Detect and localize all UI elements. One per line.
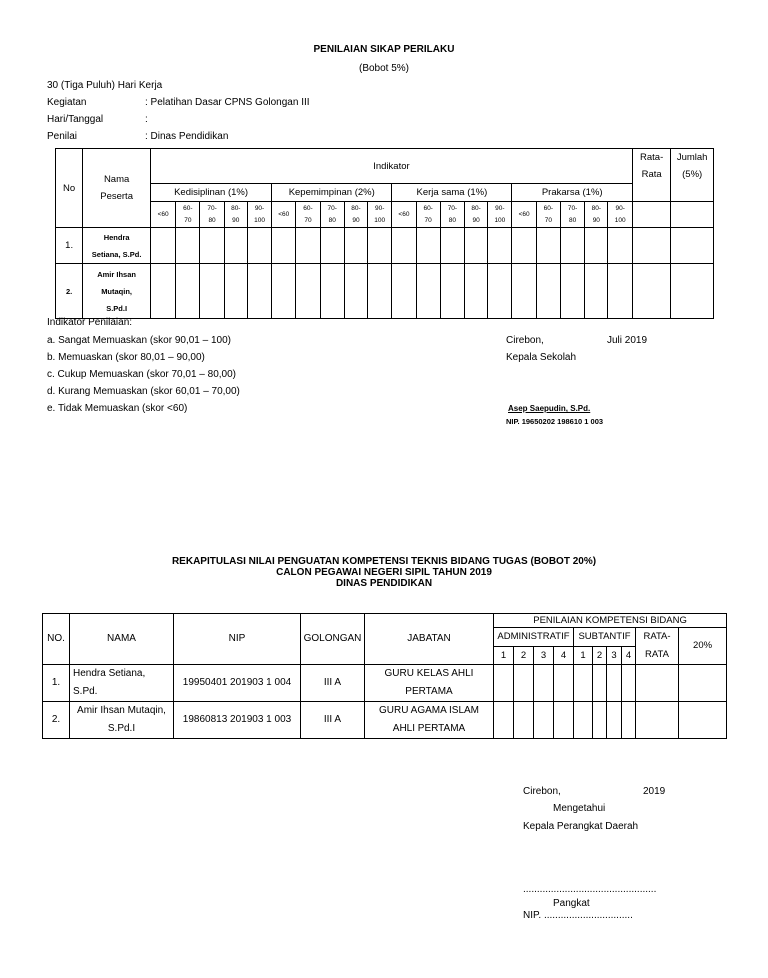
range-cell: 90- 100: [247, 202, 271, 228]
group-kedisiplinan: Kedisiplinan (1%): [150, 184, 271, 202]
row-name: Hendra Setiana, S.Pd.: [83, 228, 151, 264]
jumlah-empty-cell: [671, 202, 714, 228]
indicator-a: a. Sangat Memuaskan (skor 90,01 – 100): [47, 335, 231, 346]
group-kerja-sama: Kerja sama (1%): [392, 184, 512, 202]
table-row: [56, 264, 714, 319]
header-golongan: GOLONGAN: [301, 614, 365, 665]
rekapitulasi-table: [42, 613, 727, 739]
row-nip: 19950401 201903 1 004: [174, 665, 301, 702]
adm-num: 1: [494, 647, 514, 665]
sign2-name-dots: ................................................: [523, 884, 657, 895]
field-value-kegiatan: : Pelatihan Dasar CPNS Golongan III: [145, 97, 310, 108]
range-cell: 60- 70: [176, 202, 200, 228]
header-nama: NAMA: [70, 614, 174, 665]
sheet1-subtitle: (Bobot 5%): [358, 63, 410, 74]
sign2-city: Cirebon,: [523, 786, 561, 797]
header-administratif: ADMINISTRATIF: [494, 628, 574, 647]
sheet2-title-line2: CALON PEGAWAI NEGERI SIPIL TAHUN 2019: [276, 567, 492, 578]
range-cell: <60: [392, 202, 416, 228]
row-no: 1.: [56, 228, 83, 264]
header-penilaian: PENILAIAN KOMPETENSI BIDANG: [494, 614, 727, 628]
sub-num: 1: [574, 647, 593, 665]
range-cell: <60: [272, 202, 296, 228]
adm-num: 2: [514, 647, 534, 665]
range-cell: 80- 90: [585, 202, 608, 228]
sign2-role: Kepala Perangkat Daerah: [523, 821, 639, 832]
row-nama: Hendra Setiana, S.Pd.: [70, 665, 174, 702]
header-no: NO.: [43, 614, 70, 665]
range-cell: 80- 90: [344, 202, 367, 228]
indicator-c: c. Cukup Memuaskan (skor 70,01 – 80,00): [47, 369, 236, 380]
header-no: No: [56, 149, 83, 228]
indicator-b: b. Memuaskan (skor 80,01 – 90,00): [47, 352, 205, 363]
indicator-d: d. Kurang Memuaskan (skor 60,01 – 70,00): [47, 386, 240, 397]
rata-rata-empty-cell: [632, 202, 670, 228]
table-row: [43, 702, 727, 739]
range-cell: 90- 100: [608, 202, 633, 228]
range-cell: 70- 80: [320, 202, 344, 228]
sikap-perilaku-table: [55, 148, 714, 319]
table-row: [43, 665, 727, 702]
range-cell: 70- 80: [440, 202, 464, 228]
range-cell: 70- 80: [200, 202, 224, 228]
header-indikator: Indikator: [150, 149, 632, 184]
sign2-rank: Pangkat: [553, 898, 590, 909]
sheet1-title: PENILAIAN SIKAP PERILAKU: [313, 44, 455, 55]
range-cell: <60: [150, 202, 175, 228]
header-rata-rata: Rata- Rata: [632, 149, 670, 202]
row-name: Amir Ihsan Mutaqin, S.Pd.I: [83, 264, 151, 319]
sign1-name: Asep Saepudin, S.Pd.: [508, 404, 591, 413]
range-cell: 60- 70: [536, 202, 560, 228]
row-jabatan: GURU AGAMA ISLAM AHLI PERTAMA: [365, 702, 494, 739]
sign2-year: 2019: [643, 786, 666, 797]
sheet2-title-line1: REKAPITULASI NILAI PENGUATAN KOMPETENSI TEKNIS BIDANG TUGAS (BOBOT 20%): [171, 556, 597, 567]
range-cell: 90- 100: [368, 202, 392, 228]
header-nama-peserta: Nama Peserta: [83, 149, 151, 228]
row-nip: 19860813 201903 1 003: [174, 702, 301, 739]
range-cell: 60- 70: [416, 202, 440, 228]
row-no: 2.: [56, 264, 83, 319]
group-prakarsa: Prakarsa (1%): [512, 184, 632, 202]
sign1-role: Kepala Sekolah: [506, 352, 577, 363]
sub-num: 4: [622, 647, 636, 665]
row-golongan: III A: [301, 665, 365, 702]
period-text: 30 (Tiga Puluh) Hari Kerja: [47, 80, 163, 91]
row-no: 2.: [43, 702, 70, 739]
range-cell: 70- 80: [560, 202, 584, 228]
row-no: 1.: [43, 665, 70, 702]
indicator-e: e. Tidak Memuaskan (skor <60): [47, 403, 188, 414]
sub-num: 2: [593, 647, 607, 665]
field-label-hari-tanggal: Hari/Tanggal: [47, 114, 104, 125]
range-cell: 80- 90: [465, 202, 488, 228]
group-kepemimpinan: Kepemimpinan (2%): [272, 184, 392, 202]
sub-num: 3: [607, 647, 622, 665]
table-row: [56, 228, 714, 264]
adm-num: 3: [534, 647, 554, 665]
range-cell: <60: [512, 202, 536, 228]
header-rata-rata: RATA- RATA: [636, 628, 679, 665]
range-cell: 60- 70: [296, 202, 320, 228]
field-value-penilai: : Dinas Pendidikan: [145, 131, 229, 142]
sign1-nip: NIP. 19650202 198610 1 003: [506, 417, 604, 426]
sheet2-title-line3: DINAS PENDIDIKAN: [335, 578, 433, 589]
header-20pct: 20%: [679, 628, 727, 665]
row-golongan: III A: [301, 702, 365, 739]
indicator-title: Indikator Penilaian:: [47, 317, 133, 328]
sign2-nip: NIP. ................................: [523, 910, 633, 921]
sign2-known: Mengetahui: [553, 803, 606, 814]
adm-num: 4: [554, 647, 574, 665]
field-label-kegiatan: Kegiatan: [47, 97, 87, 108]
row-nama: Amir Ihsan Mutaqin, S.Pd.I: [70, 702, 174, 739]
header-jabatan: JABATAN: [365, 614, 494, 665]
header-jumlah: Jumlah (5%): [671, 149, 714, 202]
field-label-penilai: Penilai: [47, 131, 78, 142]
field-value-hari-tanggal: :: [145, 114, 148, 125]
header-nip: NIP: [174, 614, 301, 665]
sign1-date: Juli 2019: [607, 335, 648, 346]
row-jabatan: GURU KELAS AHLI PERTAMA: [365, 665, 494, 702]
range-cell: 90- 100: [488, 202, 512, 228]
range-cell: 80- 90: [224, 202, 247, 228]
sign1-city: Cirebon,: [506, 335, 544, 346]
header-subtantif: SUBTANTIF: [574, 628, 636, 647]
